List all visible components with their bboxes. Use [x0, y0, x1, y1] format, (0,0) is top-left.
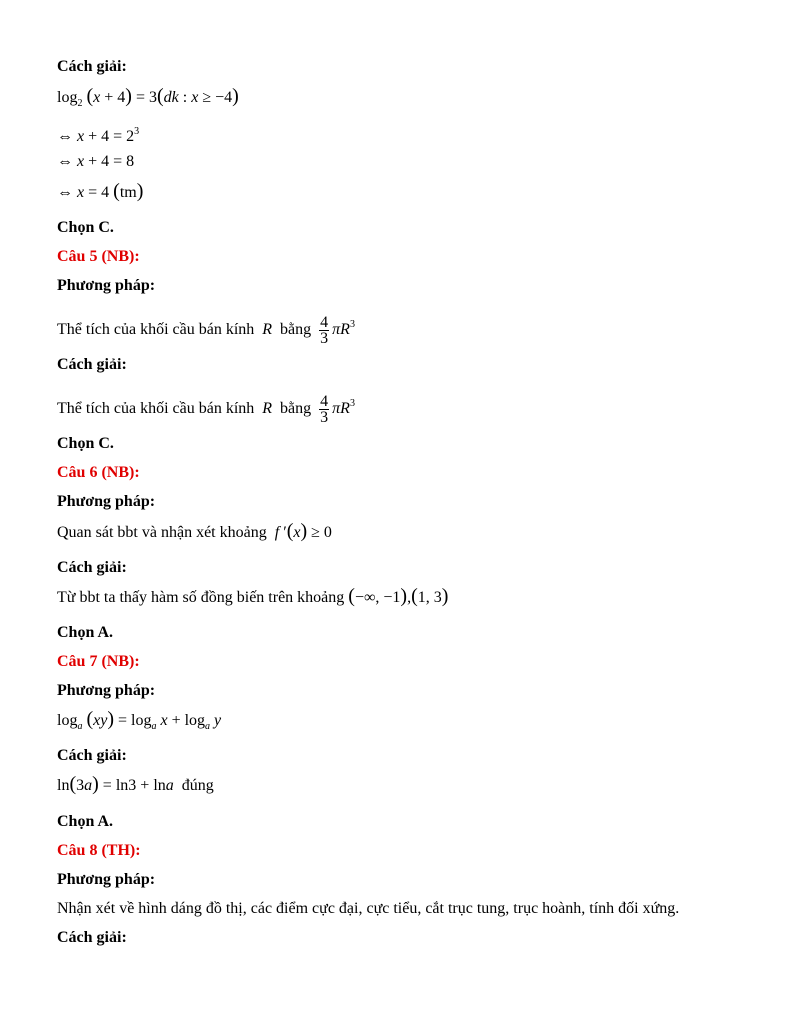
cach-giai-heading: Cách giải:: [57, 58, 127, 75]
phuong-phap-heading: Phương pháp:: [57, 871, 156, 888]
log-product-rule: $\log_a (xy) = \log_a x + \log_a y$: [57, 708, 222, 732]
interval-solution: Từ bbt ta thấy hàm số đồng biến trên khoảng (−∞, −1),(1, 3): [57, 585, 449, 607]
method-text: Thể tích của khối cầu bán kính: [57, 321, 255, 338]
sphere-volume-solution: Thể tích của khối cầu bán kính R bằng $\frac{4}{3}$ $\pi R^3$: [57, 392, 355, 426]
phuong-phap-heading: Phương pháp:: [57, 682, 156, 699]
fraction-4-3: $\frac{4}{3}$: [320, 392, 329, 426]
solution-text: Thể tích của khối cầu bán kính: [57, 400, 255, 417]
dung-text: đúng: [181, 777, 214, 794]
phuong-phap-heading: Phương pháp:: [57, 277, 156, 294]
ln-solution: ln(3a) = ln3 + lna đúng: [57, 773, 214, 795]
equation-step-1: ⇔ $x + 4 = 2^3$: [57, 126, 140, 145]
equation-log-condition: $\log_2 (x + 4) = 3(dk$ : x ≥ −4): [57, 85, 239, 109]
question-heading-7: Câu 7 (NB):: [57, 653, 140, 670]
equation-step-2: ⇔ x + 4 = 8: [57, 153, 135, 170]
chon-answer: Chọn C.: [57, 219, 114, 236]
ln3-term: ln3: [115, 777, 137, 794]
radius-symbol: R: [262, 321, 273, 338]
fraction-4-3: $\frac{4}{3}$: [320, 313, 329, 347]
derivative-method: Quan sát bbt và nhận xét khoảng f ′(x) ≥ 0: [57, 520, 332, 542]
cach-giai-heading: Cách giải:: [57, 356, 127, 373]
question-heading-6: Câu 6 (NB):: [57, 464, 140, 481]
chon-answer: Chọn A.: [57, 813, 114, 830]
question-heading-8: Câu 8 (TH):: [57, 842, 141, 859]
sphere-volume-method: Thể tích của khối cầu bán kính R bằng $\frac{4}{3}$ $\pi R^3$: [57, 313, 355, 347]
solution-text: Từ bbt ta thấy hàm số đồng biến trên khoảng: [57, 589, 345, 606]
equation-step-3: ⇔ x = 4 (tm): [57, 180, 144, 202]
graph-method-text: Nhận xét về hình dáng đồ thị, các điểm cực đại, cực tiểu, cắt trục tung, trục hoành, tính đối xứng.: [57, 900, 680, 917]
ln-term: ln: [153, 777, 166, 794]
tm-label: tm: [119, 184, 137, 201]
bang-text: bằng: [280, 400, 312, 417]
method-text: Quan sát bbt và nhận xét khoảng: [57, 524, 267, 541]
radius-symbol: R: [262, 400, 273, 417]
phuong-phap-heading: Phương pháp:: [57, 493, 156, 510]
question-heading-5: Câu 5 (NB):: [57, 248, 140, 265]
cach-giai-heading: Cách giải:: [57, 929, 127, 946]
chon-answer: Chọn C.: [57, 435, 114, 452]
cach-giai-heading: Cách giải:: [57, 559, 127, 576]
bang-text: bằng: [280, 321, 312, 338]
condition-label: dk: [163, 89, 179, 106]
cach-giai-heading: Cách giải:: [57, 747, 127, 764]
chon-answer: Chọn A.: [57, 624, 114, 641]
